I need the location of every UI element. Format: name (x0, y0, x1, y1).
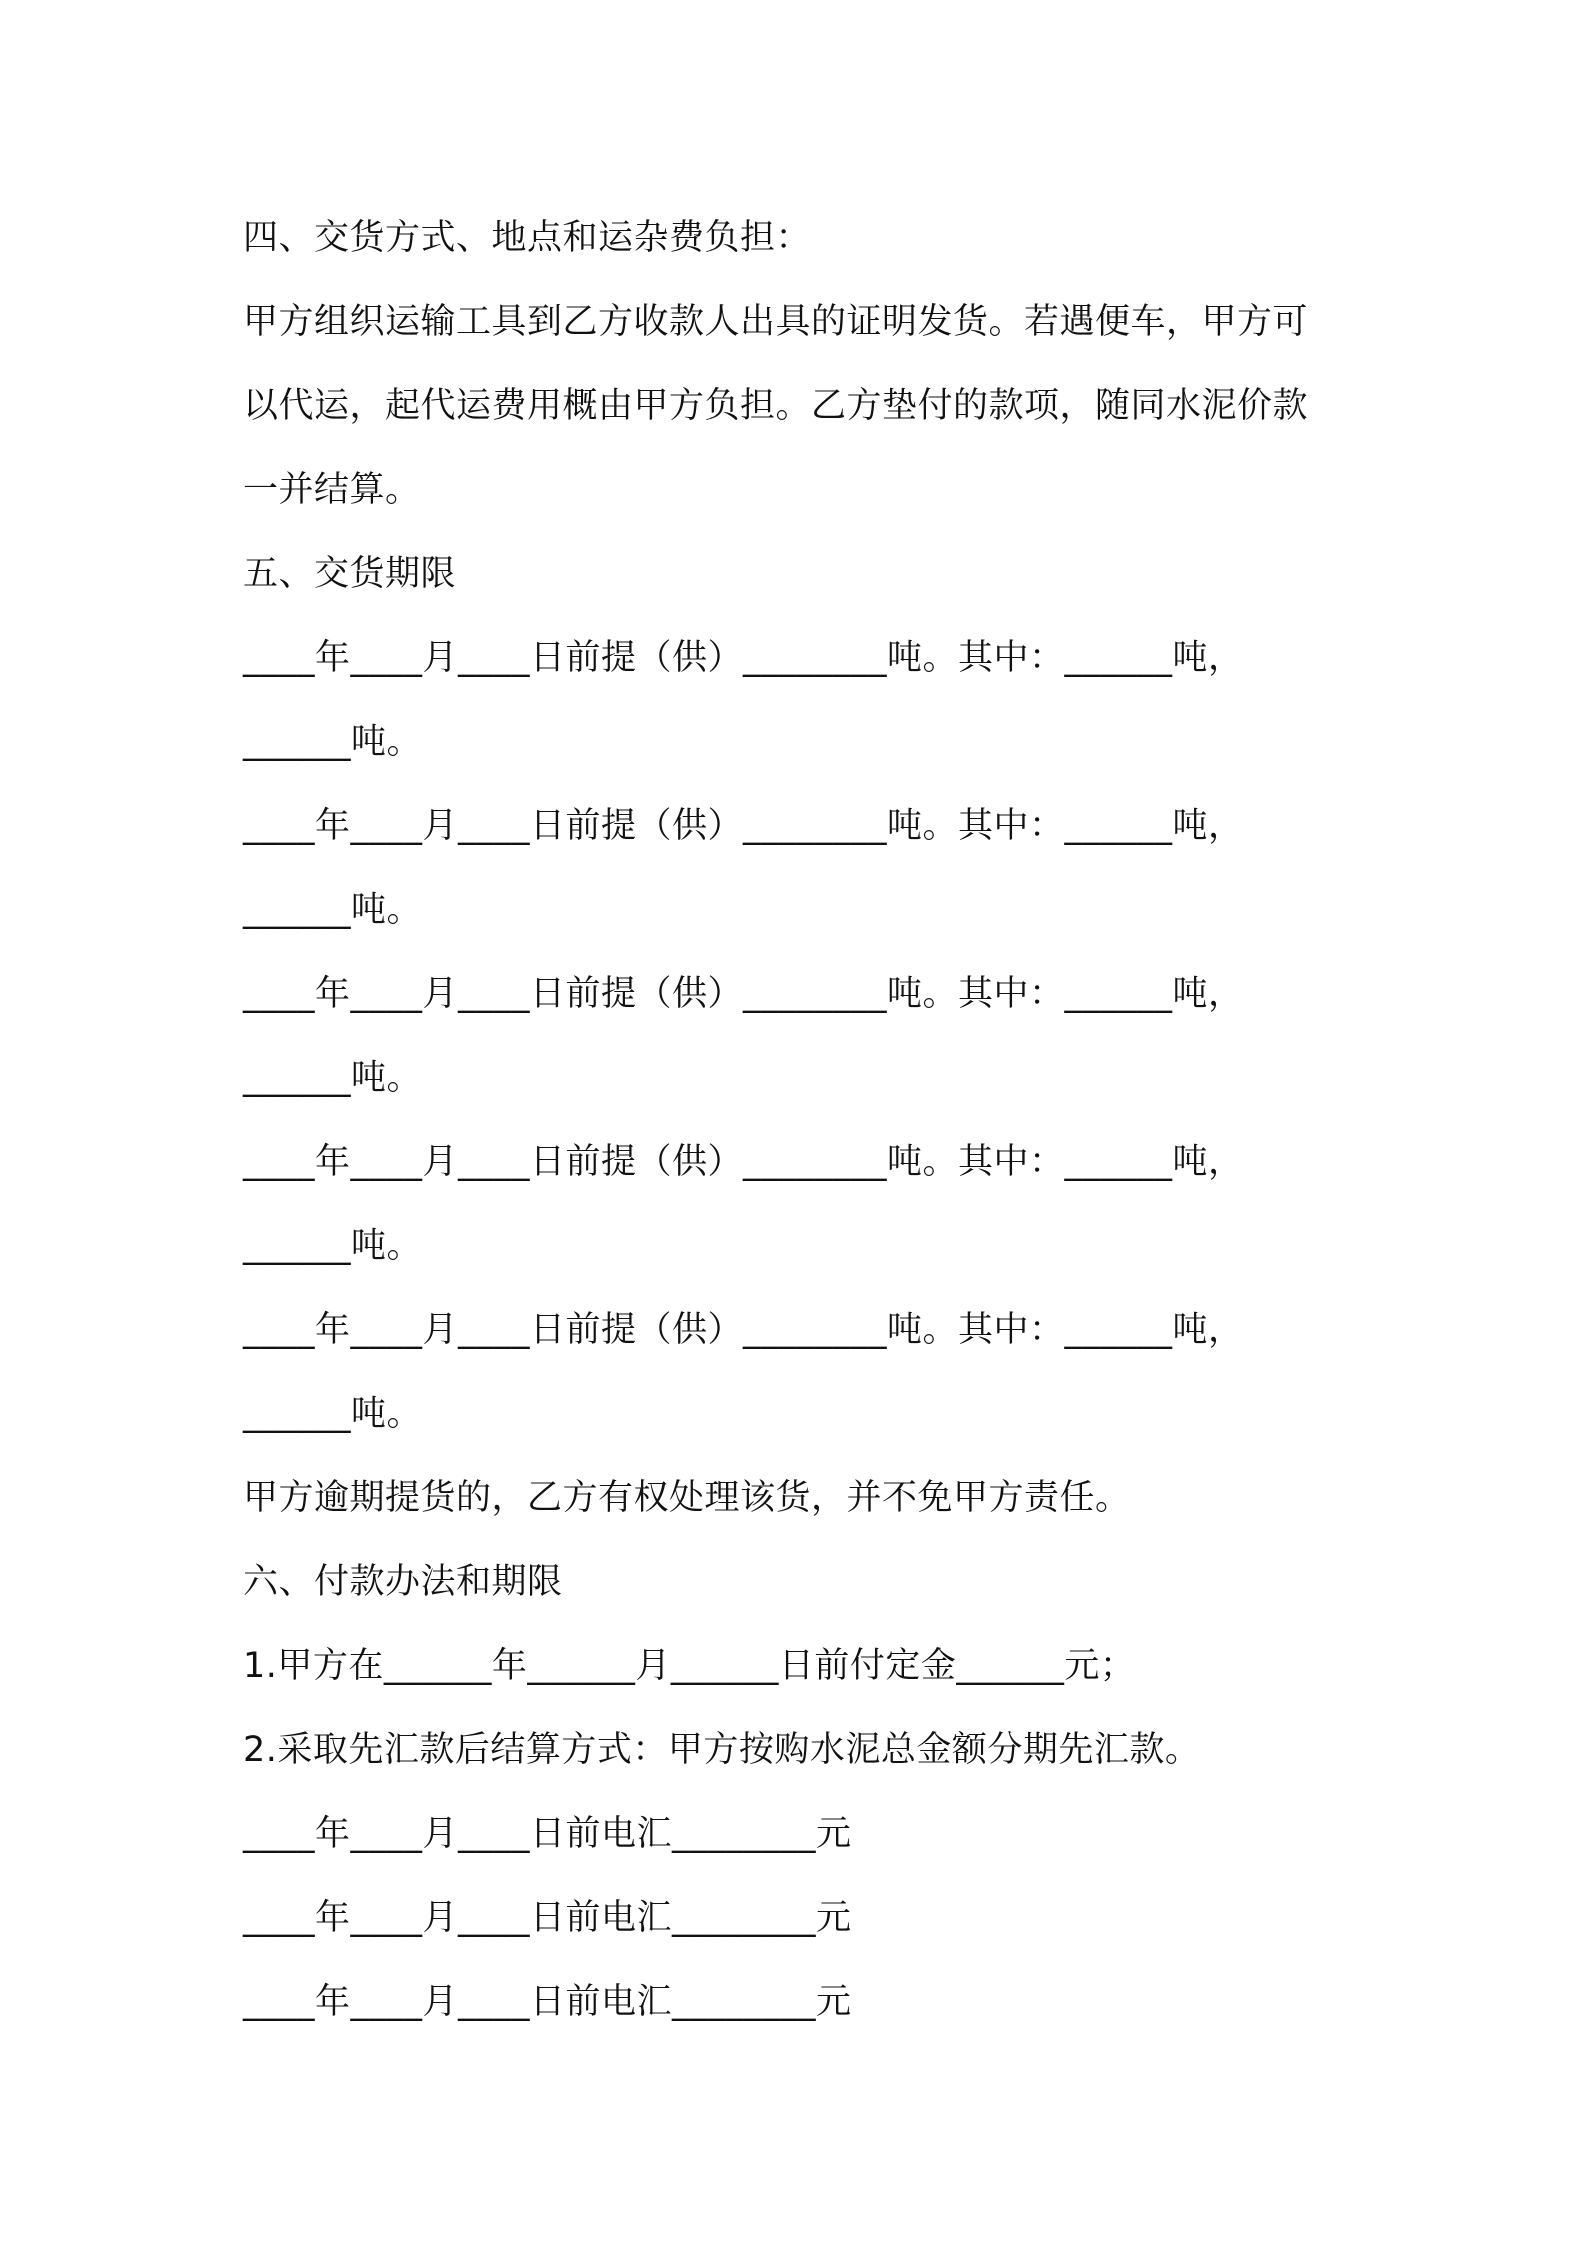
contract-page (243, 196, 1363, 2044)
delivery-entry-3-line-1: ____年____月____日前提（供）________吨。其中：______吨， (243, 974, 1244, 1014)
delivery-entry-3-line-2: ______吨。 (243, 1058, 423, 1098)
section-4-body-line-2: 以代运，起代运费用概由甲方负担。乙方垫付的款项，随同水泥价款 (243, 386, 1309, 426)
payment-item-1: 1.甲方在______年______月______日前付定金______元； (243, 1646, 1136, 1686)
delivery-entry-5-line-1: ____年____月____日前提（供）________吨。其中：______吨， (243, 1310, 1244, 1350)
delivery-entry-5-line-2: ______吨。 (243, 1394, 423, 1434)
section-4-body-line-1: 甲方组织运输工具到乙方收款人出具的证明发货。若遇便车，甲方可 (243, 302, 1309, 342)
section-5-note: 甲方逾期提货的，乙方有权处理该货，并不免甲方责任。 (243, 1478, 1131, 1518)
delivery-entry-2-line-1: ____年____月____日前提（供）________吨。其中：______吨， (243, 806, 1244, 846)
remittance-line-1: ____年____月____日前电汇________元 (243, 1814, 852, 1854)
remittance-line-3: ____年____月____日前电汇________元 (243, 1982, 852, 2022)
remittance-line-2: ____年____月____日前电汇________元 (243, 1898, 852, 1938)
section-6-heading: 六、付款办法和期限 (243, 1562, 563, 1602)
payment-item-2: 2.采取先汇款后结算方式：甲方按购水泥总金额分期先汇款。 (243, 1730, 1201, 1770)
delivery-entry-4-line-2: ______吨。 (243, 1226, 423, 1266)
section-4-heading: 四、交货方式、地点和运杂费负担： (243, 218, 812, 258)
section-5-heading: 五、交货期限 (243, 554, 457, 594)
section-4-body-line-3: 一并结算。 (243, 470, 421, 510)
delivery-entry-2-line-2: ______吨。 (243, 890, 423, 930)
delivery-entry-1-line-2: ______吨。 (243, 722, 423, 762)
delivery-entry-4-line-1: ____年____月____日前提（供）________吨。其中：______吨， (243, 1142, 1244, 1182)
delivery-entry-1-line-1: ____年____月____日前提（供）________吨。其中：______吨， (243, 638, 1244, 678)
